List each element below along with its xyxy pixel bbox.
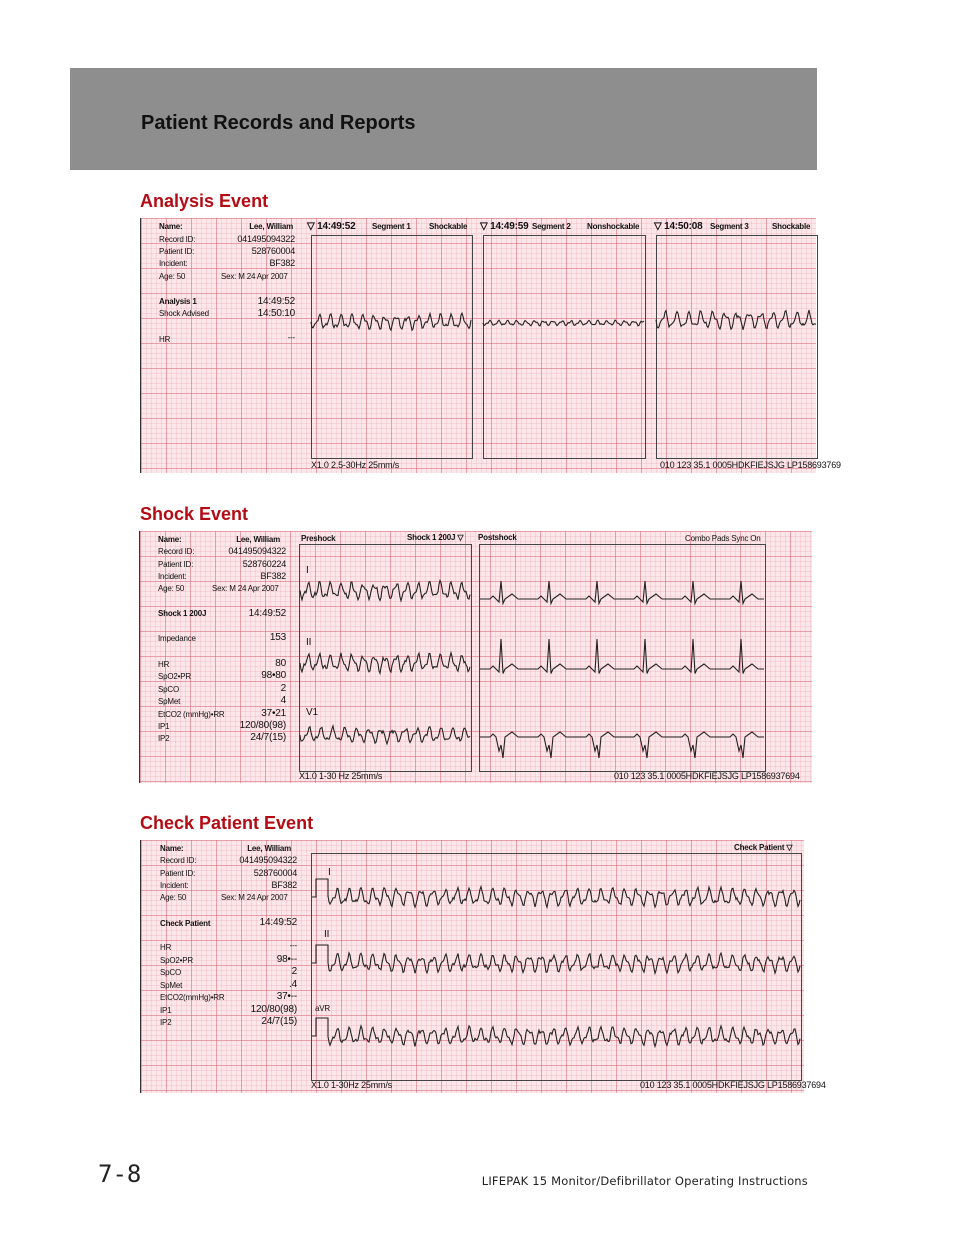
lead-i-label: I [328, 867, 331, 878]
etco2-label: EtCO2 (mmHg)•RR [158, 710, 225, 719]
document-title: LIFEPAK 15 Monitor/Defibrillator Operating Instructions [481, 1174, 808, 1188]
patient-id-label: Patient ID: [160, 869, 196, 878]
sex-date: Sex: M 24 Apr 2007 [212, 584, 279, 593]
page-number: 7-8 [98, 1160, 142, 1188]
lead-i-label: I [306, 565, 309, 576]
segment-1-time: ▽ 14:49:52 [307, 221, 356, 232]
hr-value: --- [289, 941, 297, 950]
spo2-value: 98•80 [261, 670, 286, 681]
shock-advised-time: 14:50:10 [257, 308, 295, 319]
name-label: Name: [160, 844, 184, 853]
spmet-label: SpMet [158, 697, 181, 706]
postshock-label: Postshock [478, 533, 517, 542]
segment-2-name: Segment 2 [532, 222, 571, 231]
incident-id: BF382 [269, 258, 295, 268]
check-patient-label: Check Patient [160, 919, 211, 928]
name-label: Name: [158, 535, 182, 544]
spco-label: SpCO [160, 968, 181, 977]
shock-label: Shock 1 200J [158, 609, 207, 618]
spmet-label: SpMet [160, 981, 183, 990]
record-id-label: Record ID: [159, 235, 196, 244]
record-id-label: Record ID: [160, 856, 197, 865]
shock-event-strip [139, 531, 812, 783]
lead-ii-label: II [324, 929, 330, 940]
sex-date: Sex: M 24 Apr 2007 [221, 272, 288, 281]
lead-i-waveform [312, 879, 800, 907]
postshock-lead-ii-waveform [480, 639, 764, 674]
incident-label: Incident: [159, 259, 188, 268]
incident-label: Incident: [158, 572, 187, 581]
hr-label: HR [160, 943, 172, 952]
ip1-value: 120/80(98) [239, 720, 286, 731]
analysis-footer-left: X1.0 2.5-30Hz 25mm/s [311, 460, 400, 470]
segment-3-decision: Shockable [772, 222, 811, 231]
postshock-lead-v1-waveform [480, 732, 764, 758]
impedance-label: Impedance [158, 634, 196, 643]
analysis-event-strip [140, 218, 841, 473]
segment-3-waveform [656, 310, 816, 330]
etco2-value: 37•21 [261, 708, 286, 719]
analysis-event-title: Analysis Event [140, 191, 269, 211]
age: Age: 50 [158, 584, 185, 593]
lead-ii-waveform [312, 945, 800, 973]
incident-id: BF382 [271, 880, 297, 890]
patient-name: Lee, William [236, 535, 280, 544]
preshock-label: Preshock [301, 534, 336, 543]
spco-label: SpCO [158, 685, 179, 694]
analysis-time: 14:49:52 [257, 296, 295, 307]
shock-waveforms [140, 531, 812, 783]
check-patient-strip [140, 840, 826, 1093]
preshock-lead-ii-waveform [300, 653, 470, 674]
ip1-value: 120/80(98) [250, 1004, 297, 1015]
check-patient-event-title: Check Patient Event [140, 813, 314, 833]
segment-2-waveform [483, 320, 644, 326]
analysis-footer-right: 010 123 35.1 0005HDKFIEJSJG LP158693769 [660, 460, 841, 470]
patient-id: 528760224 [242, 559, 286, 569]
ip1-label: IP1 [160, 1006, 172, 1015]
postshock-lead-i-waveform [480, 581, 764, 604]
segment-1-waveform [311, 313, 471, 330]
hr-value: 80 [275, 658, 286, 669]
shock-marker-text: Shock 1 200J [407, 533, 456, 542]
impedance-value: 153 [269, 632, 286, 643]
lead-avr-waveform [312, 1018, 800, 1047]
ip1-label: IP1 [158, 722, 170, 731]
name-label: Name: [159, 222, 183, 231]
segment-3-time-value: 14:50:08 [664, 221, 703, 232]
lead-avr-label: aVR [315, 1004, 330, 1013]
combo-pads-note: Combo Pads Sync On [685, 534, 761, 543]
shock-advised-label: Shock Advised [159, 309, 209, 318]
segment-3-name: Segment 3 [710, 222, 749, 231]
segment-1-name: Segment 1 [372, 222, 411, 231]
preshock-lead-i-waveform [300, 581, 470, 601]
spo2-value: 98•-- [276, 954, 297, 965]
segment-3-time: ▽ 14:50:08 [654, 221, 703, 232]
spco-value: 2 [280, 683, 286, 694]
check-footer-left: X1.0 1-30Hz 25mm/s [311, 1080, 392, 1090]
check-patient-marker: Check Patient ▽ [734, 843, 793, 852]
shock-time: 14:49:52 [248, 608, 286, 619]
age: Age: 50 [160, 893, 187, 902]
shock-footer-left: X1.0 1-30 Hz 25mm/s [299, 771, 383, 781]
shock-marker: Shock 1 200J ▽ [407, 533, 464, 542]
patient-id-label: Patient ID: [159, 247, 195, 256]
ip2-value: 24/7(15) [261, 1016, 297, 1027]
incident-id: BF382 [260, 571, 286, 581]
ip2-label: IP2 [158, 734, 170, 743]
record-id: 041495094322 [237, 234, 295, 244]
spmet-value: 4 [280, 695, 286, 706]
segment-2-decision: Nonshockable [587, 222, 640, 231]
incident-label: Incident: [160, 881, 189, 890]
page-title: Patient Records and Reports [141, 112, 416, 134]
analysis-waveforms [141, 218, 816, 473]
segment-1-time-value: 14:49:52 [317, 221, 356, 232]
record-id: 041495094322 [239, 855, 297, 865]
hr-value: --- [287, 333, 295, 342]
record-id-label: Record ID: [158, 547, 195, 556]
hr-label: HR [159, 335, 171, 344]
shock-event-title: Shock Event [140, 504, 249, 524]
ip2-value: 24/7(15) [250, 732, 286, 743]
hr-label: HR [158, 660, 170, 669]
check-patient-time: 14:49:52 [259, 917, 297, 928]
etco2-value: 37•-- [276, 991, 297, 1002]
patient-name: Lee, William [249, 222, 293, 231]
shock-footer-right: 010 123 35.1 0005HDKFIEJSJG LP1586937694 [614, 771, 800, 781]
lead-ii-label: II [306, 637, 312, 648]
segment-2-time: ▽ 14:49:59 [480, 221, 529, 232]
segment-1-decision: Shockable [429, 222, 468, 231]
check-patient-marker-text: Check Patient [734, 843, 785, 852]
spmet-value: .4 [289, 979, 297, 990]
analysis-label: Analysis 1 [159, 297, 197, 306]
sex-date: Sex: M 24 Apr 2007 [221, 893, 288, 902]
record-id: 041495094322 [228, 546, 286, 556]
check-footer-right: 010 123 35.1 0005HDKFIEJSJG LP1586937694 [640, 1080, 826, 1090]
etco2-label: EtCO2(mmHg)•RR [160, 993, 225, 1002]
check-patient-waveforms [141, 840, 804, 1093]
spo2-label: SpO2•PR [158, 672, 191, 681]
patient-id: 528760004 [253, 868, 297, 878]
patient-name: Lee, William [247, 844, 291, 853]
age: Age: 50 [159, 272, 186, 281]
patient-id-label: Patient ID: [158, 560, 194, 569]
segment-2-time-value: 14:49:59 [490, 221, 529, 232]
patient-id: 528760004 [251, 246, 295, 256]
preshock-lead-v1-waveform [300, 726, 470, 744]
lead-v1-label: V1 [306, 707, 318, 718]
spco-value: 2 [291, 966, 297, 977]
spo2-label: SpO2•PR [160, 956, 193, 965]
ip2-label: IP2 [160, 1018, 172, 1027]
